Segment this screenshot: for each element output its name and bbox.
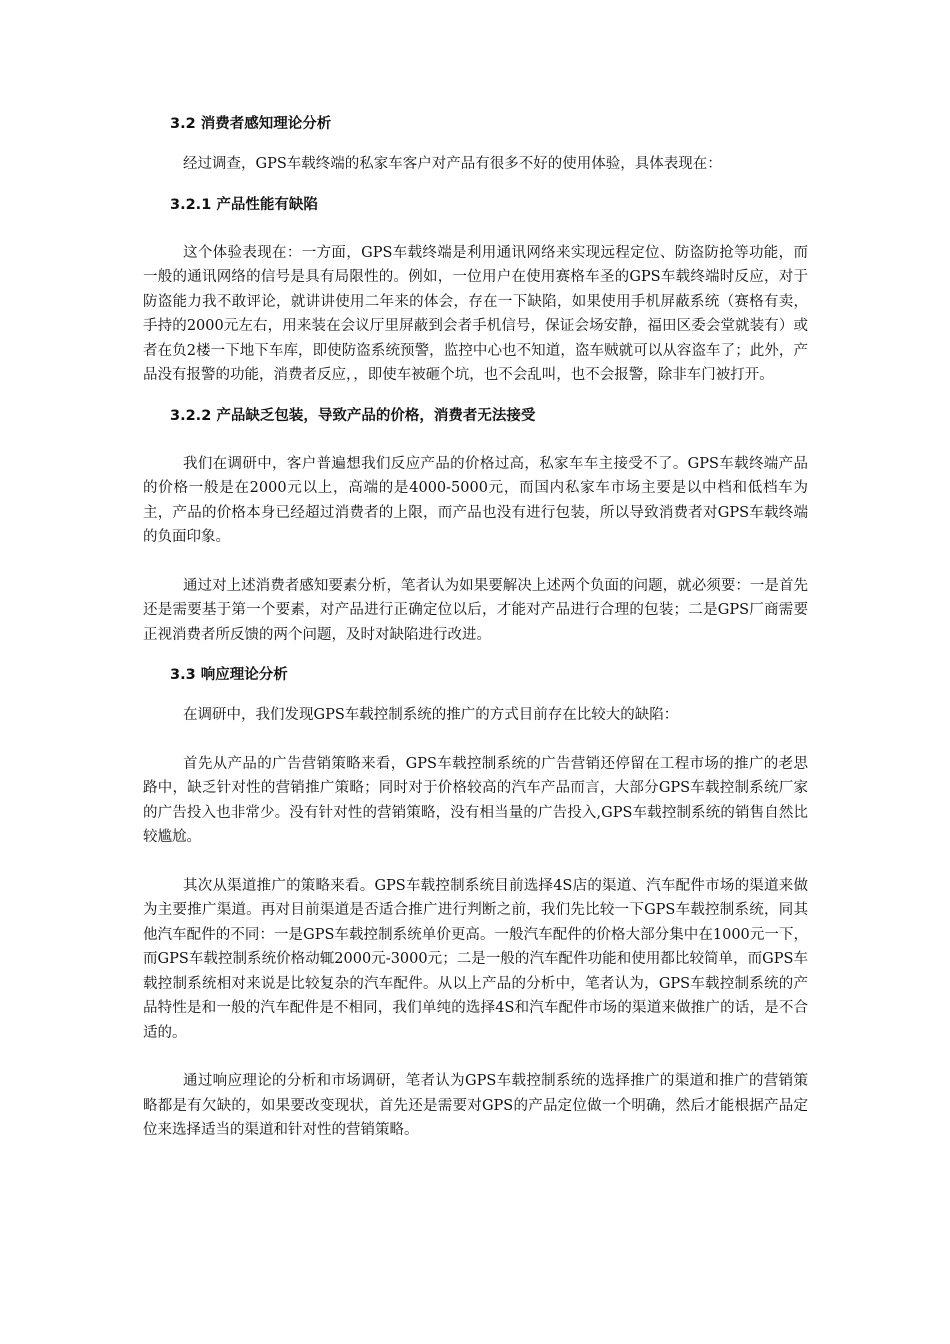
section-3-3-intro: 在调研中，我们发现GPS车载控制系统的推广的方式目前存在比较大的缺陷： xyxy=(183,707,679,723)
section-heading-3-2: 3.2 消费者感知理论分析 xyxy=(170,116,332,132)
section-3-3-paragraph-2: 其次从渠道推广的策略来看。GPS车载控制系统目前选择4S店的渠道、汽车配件市场的渠道来做为主要推广渠道。再对目前渠道是否适合推广进行判断之前，我们先比较一下GPS车载控制系统，同其他汽车配件的不同：一是GPS车载控制系统单价更高。一般汽车配件的价格大部分集中在1000元一下，而GPS车载控制系统价格动辄2000元-3000元；二是一般的汽车配件功能和使用都比较简单，而GPS车载控制系统相对来说是比较复杂的汽车配件。从以上产品的分析中，笔者认为，GPS车载控制系统的产品特性是和一般的汽车配件是不相同，我们单纯的选择4S和汽车配件市场的渠道来做推广的话，是不合适的。 xyxy=(143,877,808,1041)
section-3-3-paragraph-1: 首先从产品的广告营销策略来看，GPS车载控制系统的广告营销还停留在工程市场的推广的老思路中，缺乏针对性的营销推广策略；同时对于价格较高的汽车产品而言，大部分GPS车载控制系统厂家的广告投入也非常少。没有针对性的营销策略，没有相当量的广告投入,GPS车载控制系统的销售自然比较尴尬。 xyxy=(143,755,808,845)
section-heading-3-3: 3.3 响应理论分析 xyxy=(170,667,288,683)
section-3-2-2-paragraph-1: 我们在调研中，客户普遍想我们反应产品的价格过高，私家车车主接受不了。GPS车载终端产品的价格一般是在2000元以上，高端的是4000-5000元，而国内私家车市场主要是以中档和低档车为主，产品的价格本身已经超过消费者的上限，而产品也没有进行包装，所以导致消费者对GPS车载终端的负面印象。 xyxy=(143,455,808,545)
section-heading-3-2-1: 3.2.1 产品性能有缺陷 xyxy=(170,196,318,213)
section-3-3-paragraph-3: 通过响应理论的分析和市场调研，笔者认为GPS车载控制系统的选择推广的渠道和推广的营销策略都是有欠缺的，如果要改变现状，首先还是需要对GPS的产品定位做一个明确，然后才能根据产品定位来选择适当的渠道和针对性的营销策略。 xyxy=(143,1073,808,1138)
document-page xyxy=(143,112,808,1143)
section-3-2-2-paragraph-2: 通过对上述消费者感知要素分析，笔者认为如果要解决上述两个负面的问题，就必须要：一是首先还是需要基于第一个要素，对产品进行正确定位以后，才能对产品进行合理的包装；二是GPS厂商需要正视消费者所反馈的两个问题，及时对缺陷进行改进。 xyxy=(143,577,808,643)
section-3-2-intro: 经过调查，GPS车载终端的私家车客户对产品有很多不好的使用体验，具体表现在： xyxy=(183,156,722,172)
section-heading-3-2-2: 3.2.2 产品缺乏包装，导致产品的价格，消费者无法接受 xyxy=(170,407,536,424)
section-3-2-1-paragraph: 这个体验表现在：一方面，GPS车载终端是利用通讯网络来实现远程定位、防盗防抢等功能，而一般的通讯网络的信号是具有局限性的。例如，一位用户在使用赛格车圣的GPS车载终端时反应，对于防盗能力我不敢评论，就讲讲使用二年来的体会，存在一下缺陷，如果使用手机屏蔽系统（赛格有卖，手持的2000元左右，用来装在会议厅里屏蔽到会者手机信号，保证会场安静，福田区委会堂就装有）或者在负2楼一下地下车库，即使防盗系统预警，监控中心也不知道，盗车贼就可以从容盗车了；此外，产品没有报警的功能，消费者反应，，即使车被砸个坑，也不会乱叫，也不会报警，除非车门被打开。 xyxy=(143,244,808,383)
